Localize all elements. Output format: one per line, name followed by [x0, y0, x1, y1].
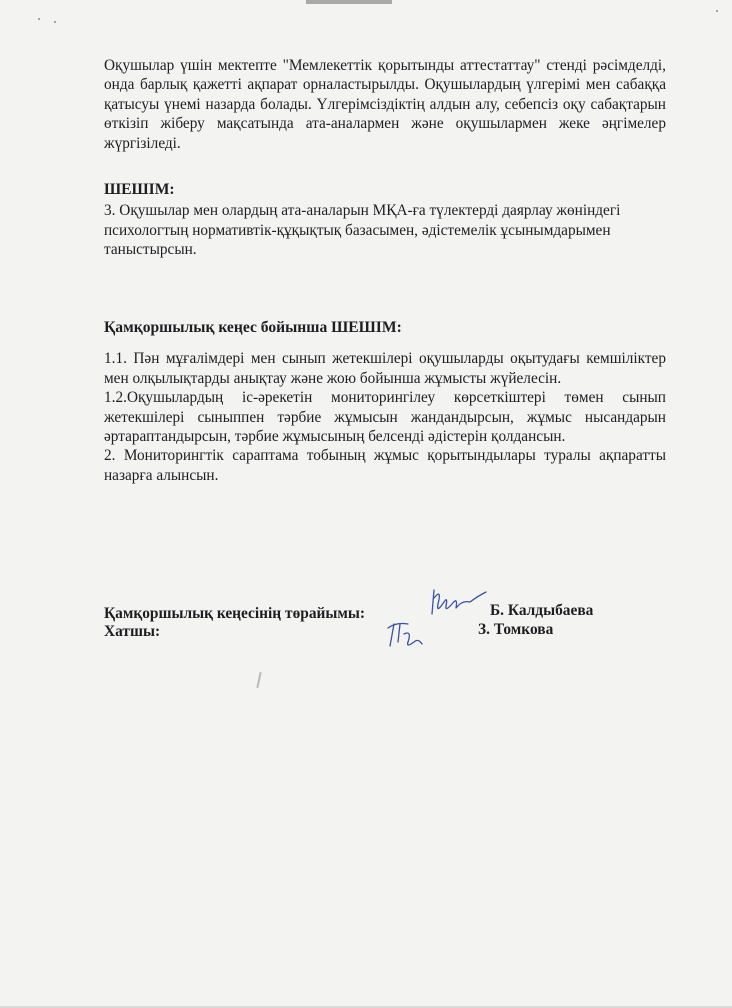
council-item-2: 2. Мониторингтік сараптама тобының жұмыс қорытындылары туралы ақпаратты назарға алынсын. [104, 447, 666, 484]
scan-speck [38, 18, 40, 20]
council-section [104, 318, 666, 485]
intro-section [104, 56, 666, 153]
scan-pen-mark [256, 672, 261, 688]
secretary-name: З. Томкова [478, 621, 554, 638]
scan-top-mark [306, 0, 392, 4]
secretary-label: Хатшы: [104, 623, 161, 640]
decision-item: 3. Оқушылар мен олардың ата-аналарын МҚА-ға түлектерді даярлау жөніндегі психологтың нормативтік-құқықтық базасымен, әдістемелік ұсынымдарымен таныстырсын. [104, 202, 621, 259]
scan-speck [716, 10, 718, 12]
decision-heading: ШЕШІМ: [104, 181, 175, 198]
decision-section [104, 180, 666, 260]
council-heading: Қамқоршылық кеңес бойынша ШЕШІМ: [104, 319, 402, 336]
chair-name: Б. Калдыбаева [490, 602, 594, 619]
handwritten-signature-icon [382, 584, 492, 654]
council-item-1-1: 1.1. Пән мұғалімдері мен сынып жетекшілері оқушыларды оқытудағы кемшіліктер мен олқылықтарды анықтау және жою бойынша жұмысты жүйелесін. [104, 350, 666, 387]
council-item-1-2: 1.2.Оқушылардың іс-әрекетін мониторингілеу көрсеткіштері төмен сынып жетекшілері сыныппен тәрбие жұмысын жандандырсын, жұмыс нысандарын әртараптандырсын, тәрбие жұмысының белсенді әдістерін қолдансын. [104, 389, 666, 446]
scan-speck [54, 21, 56, 23]
intro-paragraph: Оқушылар үшін мектепте "Мемлекеттік қорытынды аттестаттау" стенді рәсімделді, онда барлық қажетті ақпарат орналастырылды. Оқушылардың үлгерімі мен сабаққа қатысуы үнемі назарда болады. Үлгерімсіздіктің алдын алу, себепсіз оқу сабақтарын өткізіп жіберу мақсатында ата-аналармен және оқушылармен жеке әңгімелер жүргізіледі. [104, 57, 666, 152]
chair-label: Қамқоршылық кеңесінің төрайымы: [104, 605, 366, 622]
